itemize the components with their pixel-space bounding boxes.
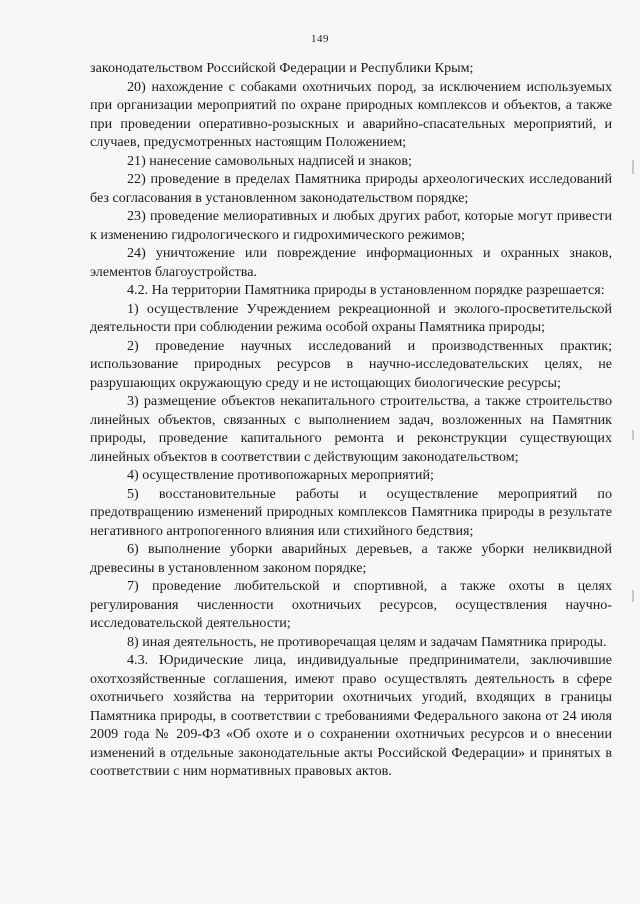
paragraph: 4.2. На территории Памятника природы в установленном порядке разрешается: — [127, 282, 605, 298]
document-body — [90, 59, 612, 781]
paragraph: 24) уничтожение или повреждение информационных и охранных знаков, элементов благоустройства. — [90, 245, 612, 280]
scan-edge-mark — [632, 160, 634, 174]
page-number: 149 — [311, 33, 329, 45]
paragraph: 5) восстановительные работы и осуществление мероприятий по предотвращению изменений природных комплексов Памятника природы в результате негативного антропогенного влияния или стихийного бедствия; — [90, 485, 612, 539]
paragraph: 1) осуществление Учреждением рекреационной и эколого-просветительской деятельности при соблюдении режима особой охраны Памятника природы; — [90, 300, 612, 335]
paragraph: 6) выполнение уборки аварийных деревьев, а также уборки неликвидной древесины в установленном законом порядке; — [90, 541, 612, 576]
paragraph: 20) нахождение с собаками охотничьих пород, за исключением используемых при организации мероприятий по охране природных комплексов и объектов, а также при проведении оперативно-розыскных и аварийно-спасательных мероприятий, и случаев, предусмотренных настоящим Положением; — [90, 78, 612, 150]
paragraph: 8) иная деятельность, не противоречащая целям и задачам Памятника природы. — [127, 633, 607, 650]
paragraph: 4.3. Юридические лица, индивидуальные предприниматели, заключившие охотхозяйственные соглашения, имеют право осуществлять деятельность в сфере охотничьего хозяйства на территории охотничьих угодий, входящих в границы Памятника природы, в соответствии с требованиями Федерального закона от 24 июля 2009 года № 209-ФЗ «Об охоте и о сохранении охотничьих ресурсов и о внесении изменений в отдельные законодательные акты Российской Федерации» и принятых в соответствии с ним нормативных правовых актов. — [90, 652, 612, 779]
paragraph: 22) проведение в пределах Памятника природы археологических исследований без согласования в установленном законодательством порядке; — [90, 171, 612, 206]
paragraph: законодательством Российской Федерации и Республики Крым; — [90, 60, 474, 76]
paragraph: 4) осуществление противопожарных мероприятий; — [127, 467, 434, 483]
scan-edge-mark — [632, 430, 634, 440]
paragraph: 21) нанесение самовольных надписей и знаков; — [127, 152, 412, 169]
paragraph: 3) размещение объектов некапитального строительства, а также строительство линейных объектов, связанных с выполнением задач, возложенных на Памятник природы, проведение капитального ремонта и реконструкции существующих линейных объектов в соответствии с действующим законодательством; — [90, 393, 612, 465]
paragraph: 23) проведение мелиоративных и любых других работ, которые могут привести к изменению гидрологического и гидрохимического режимов; — [90, 208, 612, 243]
paragraph: 7) проведение любительской и спортивной, а также охоты в целях регулирования численности охотничьих ресурсов, осуществления научно-исследовательской деятельности; — [90, 578, 612, 631]
paragraph: 2) проведение научных исследований и производственных практик; использование природных ресурсов в научно-исследовательских целях, не разрушающих окружающую среду и не истощающих биологические ресурсы; — [90, 337, 612, 391]
scan-edge-mark — [632, 590, 634, 602]
